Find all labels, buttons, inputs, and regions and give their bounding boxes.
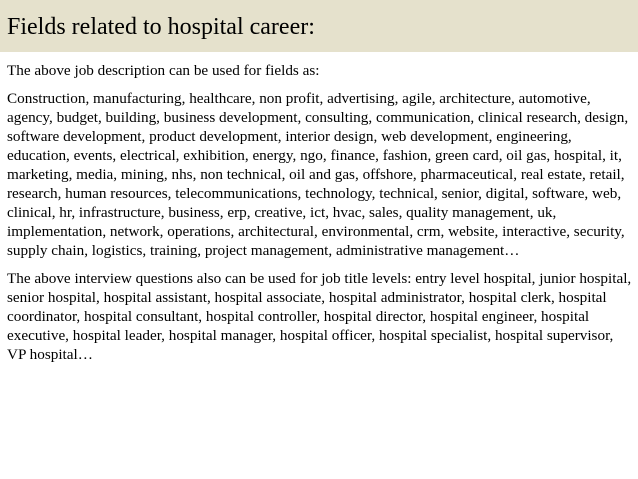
job-levels-text: The above interview questions also can be used for job title levels: entry level hospital, junior hospital, senior hospital, hospital assistant, hospital associate, hospital administrator, hospital clerk, hospital coordinator, hospital consultant, hospital controller, hospital director, hospital engineer, hospital executive, hospital leader, hospital manager, hospital officer, hospital specialist, hospital supervisor, VP hospital…	[7, 270, 632, 363]
slide-title: Fields related to hospital career:	[7, 14, 315, 40]
intro-text: The above job description can be used for fields as:	[7, 62, 320, 79]
fields-list-text: Construction, manufacturing, healthcare, non profit, advertising, agile, architecture, automotive, agency, budget, building, business development, consulting, communication, clinical research, design, software development, product development, interior design, web development, engineering, education, events, electrical, exhibition, energy, ngo, finance, fashion, green card, oil gas, hospital, it, marketing, media, mining, nhs, non technical, oil and gas, offshore, pharmaceutical, real estate, retail, research, human resources, telecommunications, technology, technical, senior, digital, software, web, clinical, hr, infrastructure, business, erp, creative, ict, hvac, sales, quality management, uk, implementation, network, operations, architectural, environmental, crm, website, interactive, security, supply chain, logistics, training, project management, administrative management…	[7, 90, 629, 259]
slide-body	[7, 61, 635, 364]
title-band	[0, 0, 638, 52]
